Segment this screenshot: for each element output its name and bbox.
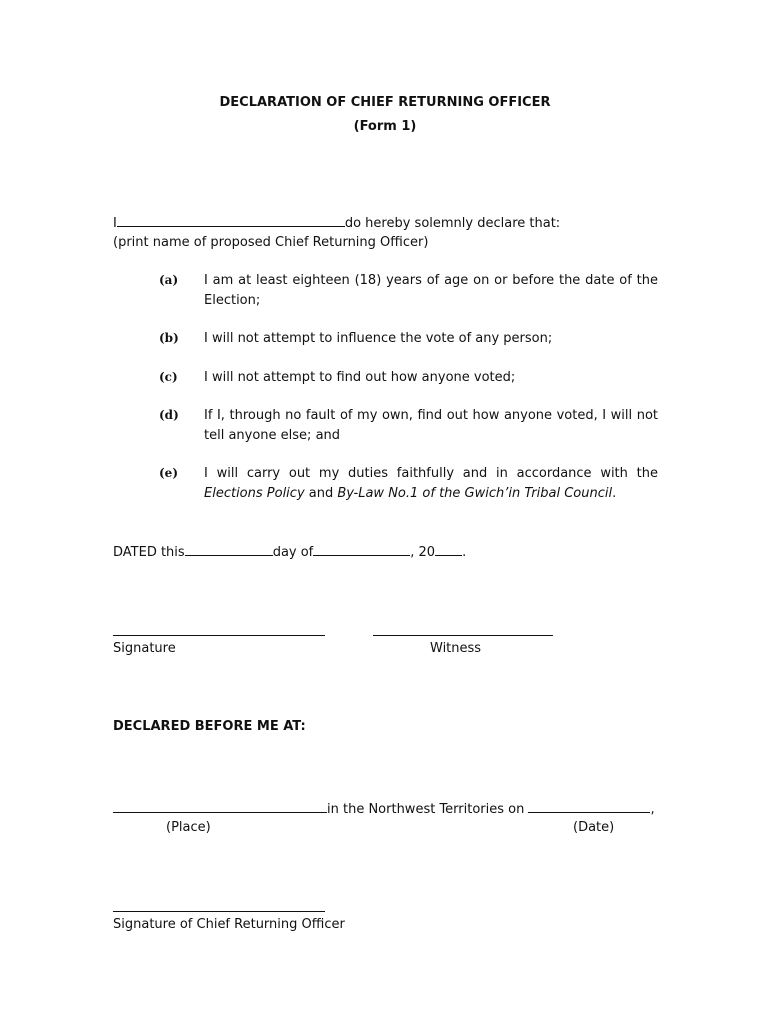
dated-prefix: DATED this (113, 545, 185, 560)
witness-line[interactable] (373, 635, 553, 636)
item-label: (d) (159, 408, 179, 422)
bylaw-ref: By-Law No.1 of the Gwich’in Tribal Council (337, 485, 613, 501)
declarant-name-blank[interactable] (117, 213, 345, 227)
dated-end: . (462, 545, 467, 560)
item-text: I will not attempt to find out how anyone voted; (204, 370, 516, 385)
item-text: If I, through no fault of my own, find out how anyone voted, I will not tell anyone else; and (204, 408, 658, 443)
item-label: (e) (159, 466, 178, 480)
declared-heading: DECLARED BEFORE ME AT: (113, 719, 306, 734)
list-item (113, 368, 658, 388)
list-item (113, 406, 658, 445)
item-text (204, 464, 658, 503)
item-text: I am at least eighteen (18) years of age on or before the date of the Election; (204, 273, 658, 308)
item-text-end: . (612, 485, 617, 501)
document-title: DECLARATION OF CHIEF RETURNING OFFICER (219, 95, 551, 110)
year-blank[interactable] (435, 542, 462, 556)
signature-label: Signature (113, 641, 176, 656)
list-item (113, 271, 658, 310)
place-date-line (113, 799, 655, 819)
dated-line (113, 542, 466, 562)
elections-policy-ref: Elections Policy (204, 485, 305, 501)
declarant-prefix: I (113, 216, 117, 231)
signature-line[interactable] (113, 635, 325, 636)
item-text-mid: and (304, 485, 338, 501)
declarant-line (113, 213, 560, 233)
item-label: (b) (159, 331, 179, 345)
declarant-note: (print name of proposed Chief Returning Officer) (113, 235, 429, 250)
dated-mid1: day of (272, 545, 314, 560)
list-item (113, 329, 658, 349)
date-label: (Date) (573, 820, 615, 835)
place-line-end: , (650, 802, 655, 817)
witness-label: Witness (430, 641, 482, 656)
month-blank[interactable] (313, 542, 410, 556)
place-line-text: in the Northwest Territories on (327, 802, 529, 817)
day-blank[interactable] (185, 542, 273, 556)
item-label: (c) (159, 370, 178, 384)
place-blank[interactable] (113, 799, 327, 813)
declarant-suffix: do hereby solemnly declare that: (344, 216, 561, 231)
item-label: (a) (159, 273, 179, 287)
form-number: (Form 1) (353, 119, 417, 134)
place-label: (Place) (166, 820, 211, 835)
dated-mid2: , 20 (410, 545, 436, 560)
date-blank[interactable] (528, 799, 650, 813)
list-item (113, 464, 658, 503)
item-text-start: I will carry out my duties faithfully and in accordance with the (204, 466, 658, 481)
cro-signature-label: Signature of Chief Returning Officer (113, 917, 345, 932)
cro-signature-line[interactable] (113, 911, 325, 912)
item-text: I will not attempt to influence the vote of any person; (204, 331, 553, 346)
